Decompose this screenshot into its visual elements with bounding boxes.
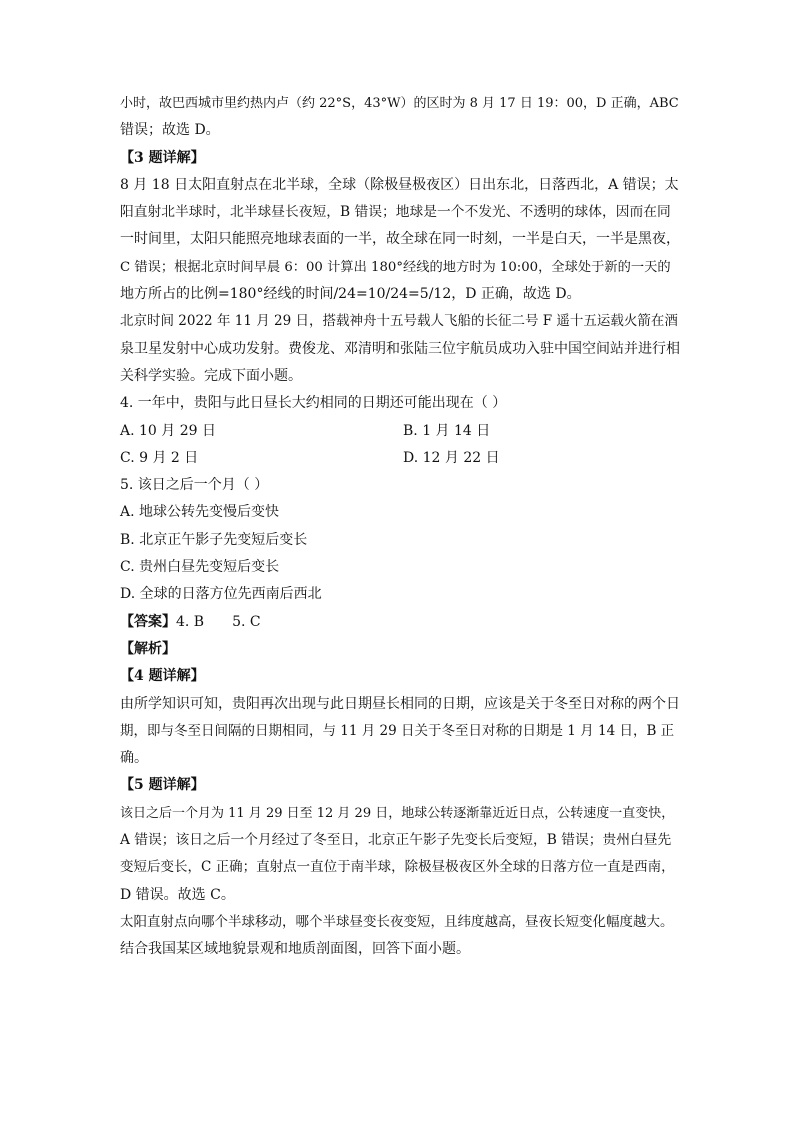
text-line: 一时间里，太阳只能照亮地球表面的一半，故全球在同一时刻，一半是白天，一半是黑夜， xyxy=(120,231,680,248)
section-heading-q4: 【4 题详解】 xyxy=(120,668,205,685)
text-line: 该日之后一个月为 11 月 29 日至 12 月 29 日，地球公转逐渐靠近近日点，公转速度一直变快， xyxy=(120,805,675,821)
question-5-option-a: A. 地球公转先变慢后变快 xyxy=(120,504,280,521)
text-line: 小时，故巴西城市里约热内卢（约 22°S，43°W）的区时为 8 月 17 日 19：00，D 正确，ABC xyxy=(120,96,679,111)
question-5-option-b: B. 北京正午影子先变短后变长 xyxy=(120,531,308,548)
text-line: 8 月 18 日太阳直射点在北半球，全球（除极昼极夜区）日出东北，日落西北，A 错误；太 xyxy=(120,176,679,193)
question-4-options-row-2 xyxy=(120,445,680,472)
text-line: 太阳直射点向哪个半球移动，哪个半球昼变长夜变短，且纬度越高，昼夜长短变化幅度越大。 xyxy=(120,913,674,930)
text-line: 错误；故选 D。 xyxy=(120,122,220,139)
question-4-option-c: C. 9 月 2 日 xyxy=(120,449,199,466)
question-5-stem: 5. 该日之后一个月（ ） xyxy=(120,477,269,494)
text-line: 阳直射北半球时，北半球昼长夜短，B 错误；地球是一个不发光、不透明的球体，因而在同 xyxy=(120,204,671,221)
text-line: C 错误；根据北京时间早晨 6：00 计算出 180°经线的地方时为 10:00，全球处于新的一天的 xyxy=(120,259,671,275)
question-4-stem: 4. 一年中，贵阳与此日昼长大约相同的日期还可能出现在（ ） xyxy=(120,395,507,412)
text-line: 期，即与冬至日间隔的日期相同，与 11 月 29 日关于冬至日对称的日期是 1 月 14 日，B 正 xyxy=(120,722,675,739)
answer-q5: 5. C xyxy=(232,613,261,630)
text-line: 泉卫星发射中心成功发射。费俊龙、邓清明和张陆三位宇航员成功入驻中国空间站并进行相 xyxy=(120,340,680,357)
text-line: 北京时间 2022 年 11 月 29 日，搭载神舟十五号载人飞船的长征二号 F 遥十五运载火箭在酒 xyxy=(120,313,678,330)
question-5-option-c: C. 贵州白昼先变短后变长 xyxy=(120,559,280,576)
question-4-options-row-1 xyxy=(120,418,680,445)
text-line: A 错误；该日之后一个月经过了冬至日，北京正午影子先变长后变短，B 错误；贵州白昼先 xyxy=(120,832,672,849)
answer-line xyxy=(120,609,680,636)
answer-label: 【答案】 xyxy=(120,613,176,630)
document-page xyxy=(120,90,680,964)
text-line: 结合我国某区域地貌景观和地质剖面图，回答下面小题。 xyxy=(120,941,470,958)
text-line: 由所学知识可知，贵阳再次出现与此日期昼长相同的日期，应该是关于冬至日对称的两个日 xyxy=(120,695,680,712)
answer-q4: 4. B xyxy=(176,613,205,630)
section-heading-q5: 【5 题详解】 xyxy=(120,777,205,794)
question-4-option-d: D. 12 月 22 日 xyxy=(403,449,500,466)
question-4-option-a: A. 10 月 29 日 xyxy=(120,422,216,439)
question-5-option-d: D. 全球的日落方位先西南后西北 xyxy=(120,586,322,603)
text-line: 地方所占的比例=180°经线的时间/24=10/24=5/12，D 正确，故选 D。 xyxy=(120,286,581,303)
text-line: D 错误。故选 C。 xyxy=(120,886,235,903)
analysis-heading: 【解析】 xyxy=(120,640,176,657)
text-line: 变短后变长，C 正确；直射点一直位于南半球，除极昼极夜区外全球的日落方位一直是西南， xyxy=(120,859,675,876)
text-line: 关科学实验。完成下面小题。 xyxy=(120,367,302,384)
question-4-option-b: B. 1 月 14 日 xyxy=(403,422,491,439)
text-line: 确。 xyxy=(120,750,148,767)
section-heading-q3: 【3 题详解】 xyxy=(120,149,205,166)
